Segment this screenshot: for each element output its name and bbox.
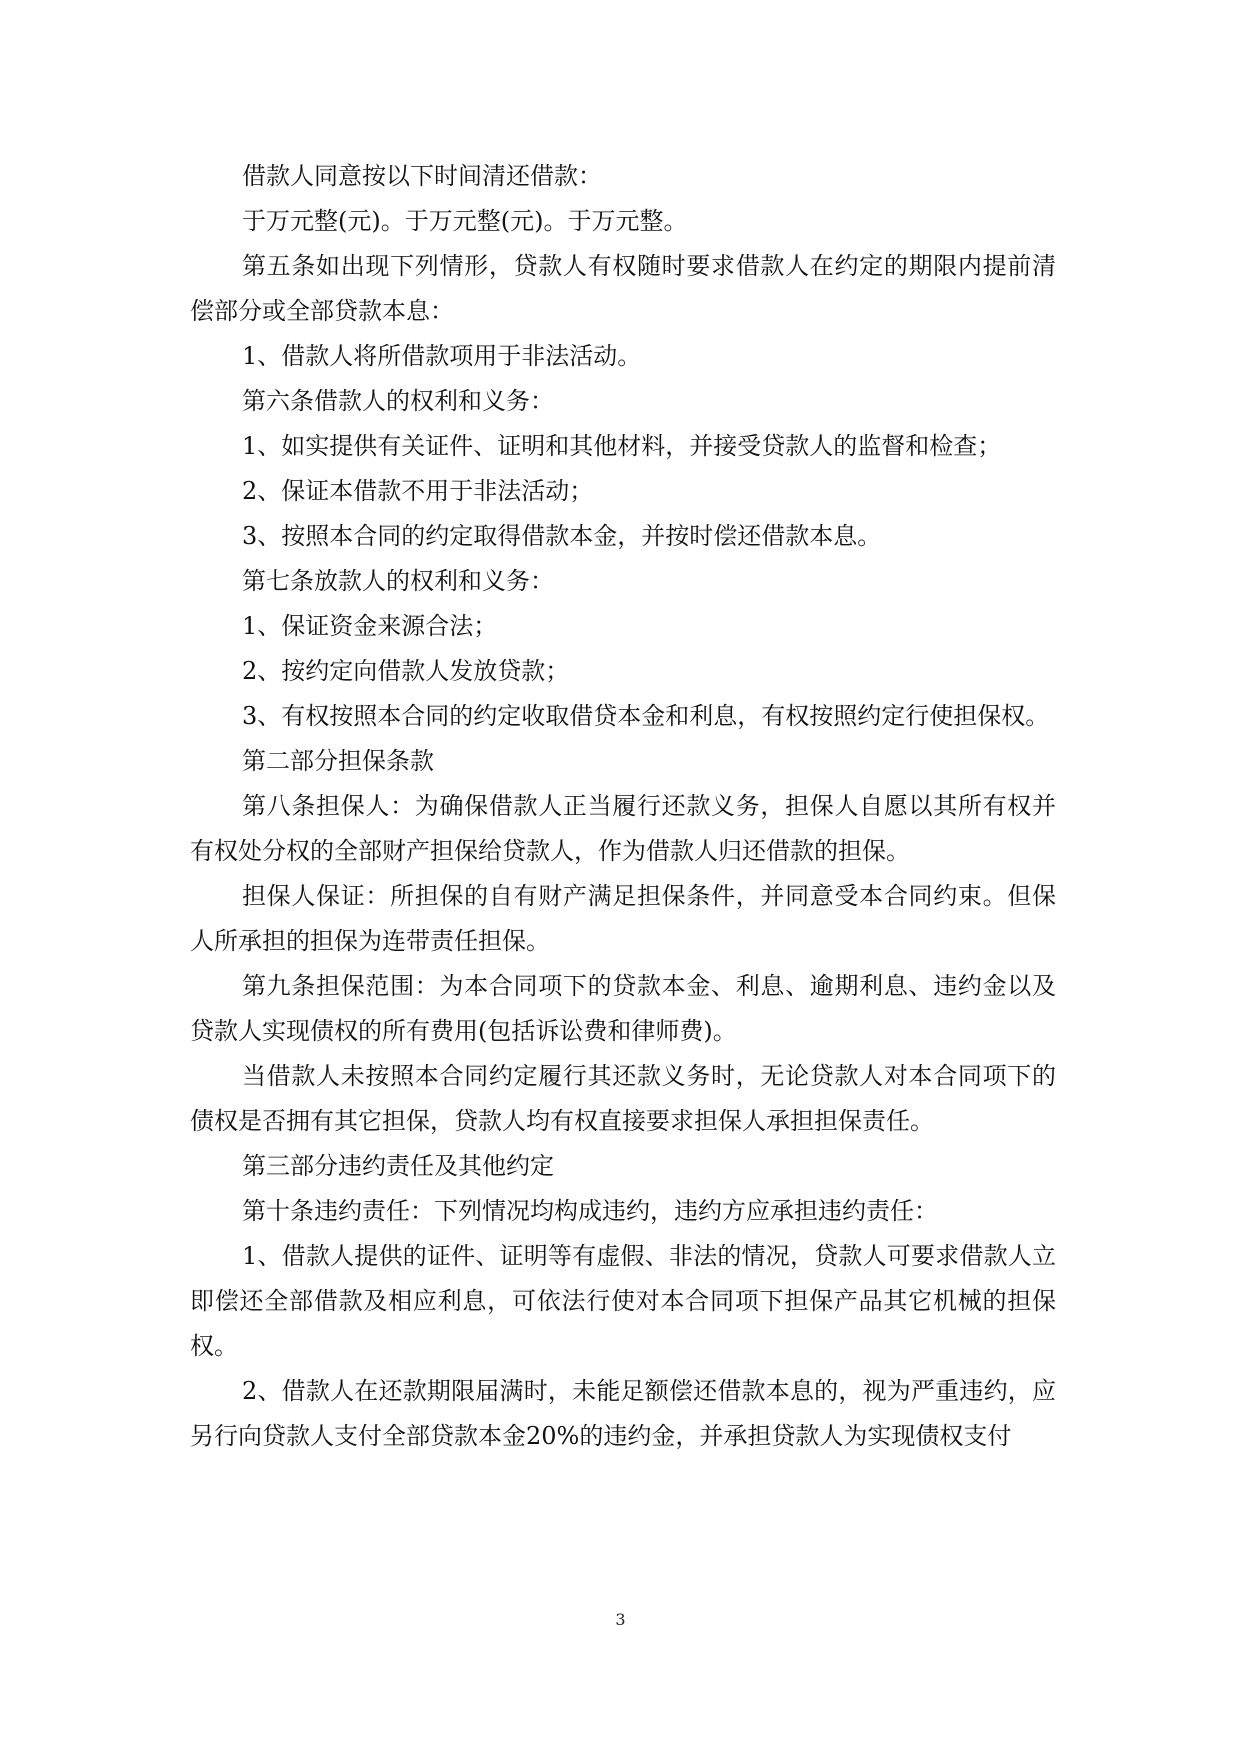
- paragraph: 第五条如出现下列情形，贷款人有权随时要求借款人在约定的期限内提前清偿部分或全部贷款本息：: [190, 252, 1056, 325]
- paragraph: 2、借款人在还款期限届满时，未能足额偿还借款本息的，视为严重违约，应另行向贷款人支付全部贷款本金20%的违约金，并承担贷款人为实现债权支付: [190, 1377, 1056, 1450]
- section-heading: 第二部分担保条款: [242, 747, 434, 775]
- paragraph: 第十条违约责任：下列情况均构成违约，违约方应承担违约责任：: [242, 1197, 938, 1225]
- paragraph: 1、保证资金来源合法；: [242, 612, 498, 640]
- paragraph: 3、有权按照本合同的约定收取借贷本金和利息，有权按照约定行使担保权。: [242, 702, 1050, 730]
- paragraph: 当借款人未按照本合同约定履行其还款义务时，无论贷款人对本合同项下的债权是否拥有其它担保，贷款人均有权直接要求担保人承担担保责任。: [190, 1062, 1056, 1135]
- section-heading: 第三部分违约责任及其他约定: [242, 1152, 554, 1180]
- paragraph: 1、借款人提供的证件、证明等有虚假、非法的情况，贷款人可要求借款人立即偿还全部借款及相应利息，可依法行使对本合同项下担保产品其它机械的担保权。: [190, 1242, 1056, 1360]
- paragraph: 借款人同意按以下时间清还借款：: [242, 162, 602, 190]
- page-number: 3: [615, 1610, 626, 1629]
- paragraph: 3、按照本合同的约定取得借款本金，并按时偿还借款本息。: [242, 522, 882, 550]
- paragraph: 2、保证本借款不用于非法活动；: [242, 477, 594, 505]
- document-body: [190, 154, 1056, 1459]
- paragraph: 1、借款人将所借款项用于非法活动。: [242, 342, 642, 370]
- paragraph: 第九条担保范围：为本合同项下的贷款本金、利息、逾期利息、违约金以及贷款人实现债权的所有费用(包括诉讼费和律师费)。: [190, 972, 1056, 1045]
- paragraph: 于万元整(元)。于万元整(元)。于万元整。: [242, 207, 688, 235]
- paragraph: 第八条担保人：为确保借款人正当履行还款义务，担保人自愿以其所有权并有权处分权的全部财产担保给贷款人，作为借款人归还借款的担保。: [190, 792, 1056, 865]
- paragraph: 2、按约定向借款人发放贷款；: [242, 657, 570, 685]
- paragraph: 第六条借款人的权利和义务：: [242, 387, 554, 415]
- paragraph: 担保人保证：所担保的自有财产满足担保条件，并同意受本合同约束。但保人所承担的担保为连带责任担保。: [190, 882, 1056, 955]
- paragraph: 第七条放款人的权利和义务：: [242, 567, 554, 595]
- paragraph: 1、如实提供有关证件、证明和其他材料，并接受贷款人的监督和检查；: [242, 432, 1002, 460]
